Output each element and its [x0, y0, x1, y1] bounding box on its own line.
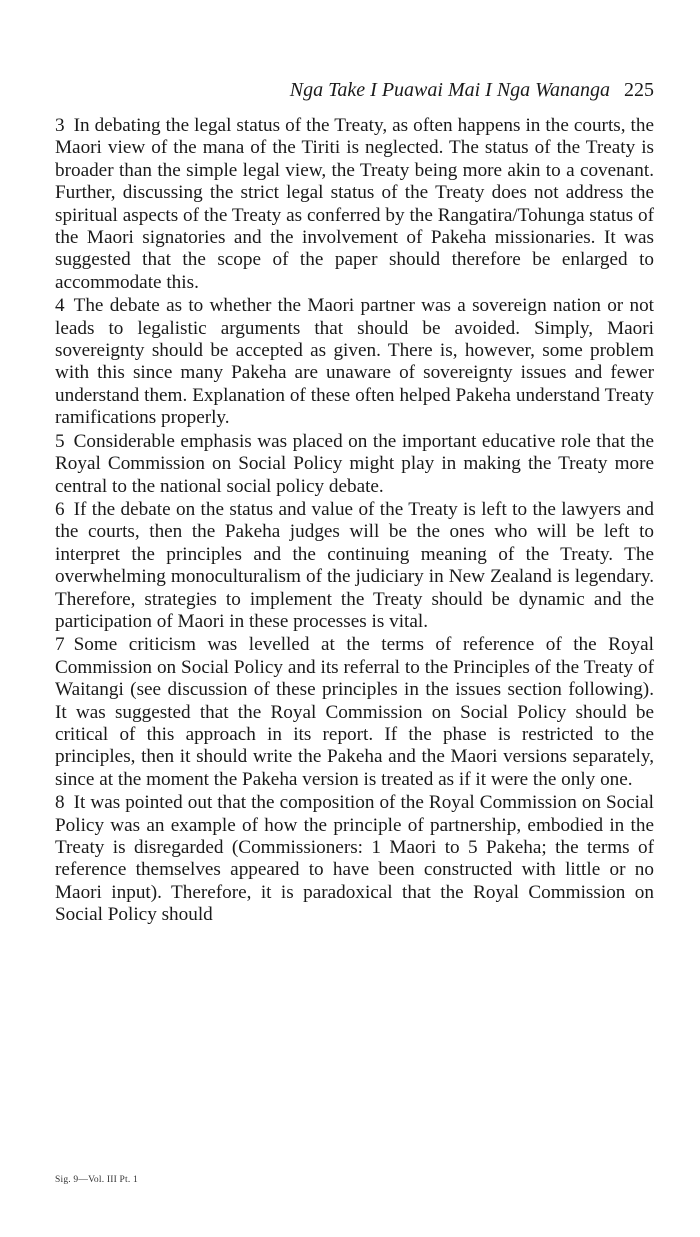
body-text: [55, 115, 654, 928]
paragraph-number: 8: [55, 792, 65, 814]
paragraph-5: [55, 431, 654, 498]
paragraph-text: It was pointed out that the composition of the Royal Commission on Social Policy was an example of how the principle of partnership, embodied in the Treaty is disregarded (Commissioners: 1 Maori to 5 Pakeha; the terms of reference themselves appeared to have been constructed with little or no Maori input). Therefore, it is paradoxical that the Royal Commission on Social Policy should: [55, 792, 654, 926]
printer-signature-mark: Sig. 9—Vol. III Pt. 1: [55, 1175, 138, 1185]
paragraph-text: In debating the legal status of the Treaty, as often happens in the courts, the Maori view of the mana of the Tiriti is neglected. The status of the Treaty is broader than the simple legal view, the Treaty being more akin to a covenant. Further, discussing the strict legal status of the Treaty does not address the spiritual aspects of the Treaty as conferred by the Rangatira/Tohunga status of the Maori signatories and the involvement of Pakeha missionaries. It was suggested that the scope of the paper should therefore be enlarged to accommodate this.: [55, 115, 654, 293]
paragraph-number: 4: [55, 295, 65, 317]
paragraph-number: 5: [55, 430, 65, 452]
paragraph-number: 7: [55, 634, 65, 656]
page-number: 225: [624, 79, 654, 101]
running-head: [290, 78, 654, 102]
paragraph-3: [55, 115, 654, 294]
paragraph-text: The debate as to whether the Maori partner was a sovereign nation or not leads to legalistic arguments that should be avoided. Simply, Maori sovereignty should be accepted as given. There is, however, some problem with this since many Pakeha are unaware of sovereignty issues and fewer understand them. Explanation of these often helped Pakeha understand Treaty ramifications properly.: [55, 295, 654, 429]
paragraph-8: [55, 792, 654, 926]
running-head-title: Nga Take I Puawai Mai I Nga Wananga: [289, 79, 610, 101]
paragraph-4: [55, 295, 654, 429]
paragraph-7: [55, 634, 654, 791]
paragraph-text: Some criticism was levelled at the terms of reference of the Royal Commission on Social Policy and its referral to the Principles of the Treaty of Waitangi (see discussion of these principles in the issues section following). It was suggested that the Royal Commission on Social Policy should be critical of this approach in its report. If the phase is restricted to the principles, then it should write the Pakeha and the Maori versions separately, since at the moment the Pakeha version is treated as if it were the only one.: [55, 634, 654, 790]
paragraph-text: Considerable emphasis was placed on the important educative role that the Royal Commission on Social Policy might play in making the Treaty more central to the national social policy debate.: [55, 430, 654, 497]
paragraph-number: 3: [55, 115, 65, 136]
paragraph-6: [55, 499, 654, 633]
paragraph-text: If the debate on the status and value of the Treaty is left to the lawyers and the courts, then the Pakeha judges will be the ones who will be left to interpret the principles and the continuing meaning of the Treaty. The overwhelming monoculturalism of the judiciary in New Zealand is legendary. Therefore, strategies to implement the Treaty should be dynamic and the participation of Maori in these processes is vital.: [55, 498, 654, 632]
paragraph-number: 6: [55, 498, 65, 520]
